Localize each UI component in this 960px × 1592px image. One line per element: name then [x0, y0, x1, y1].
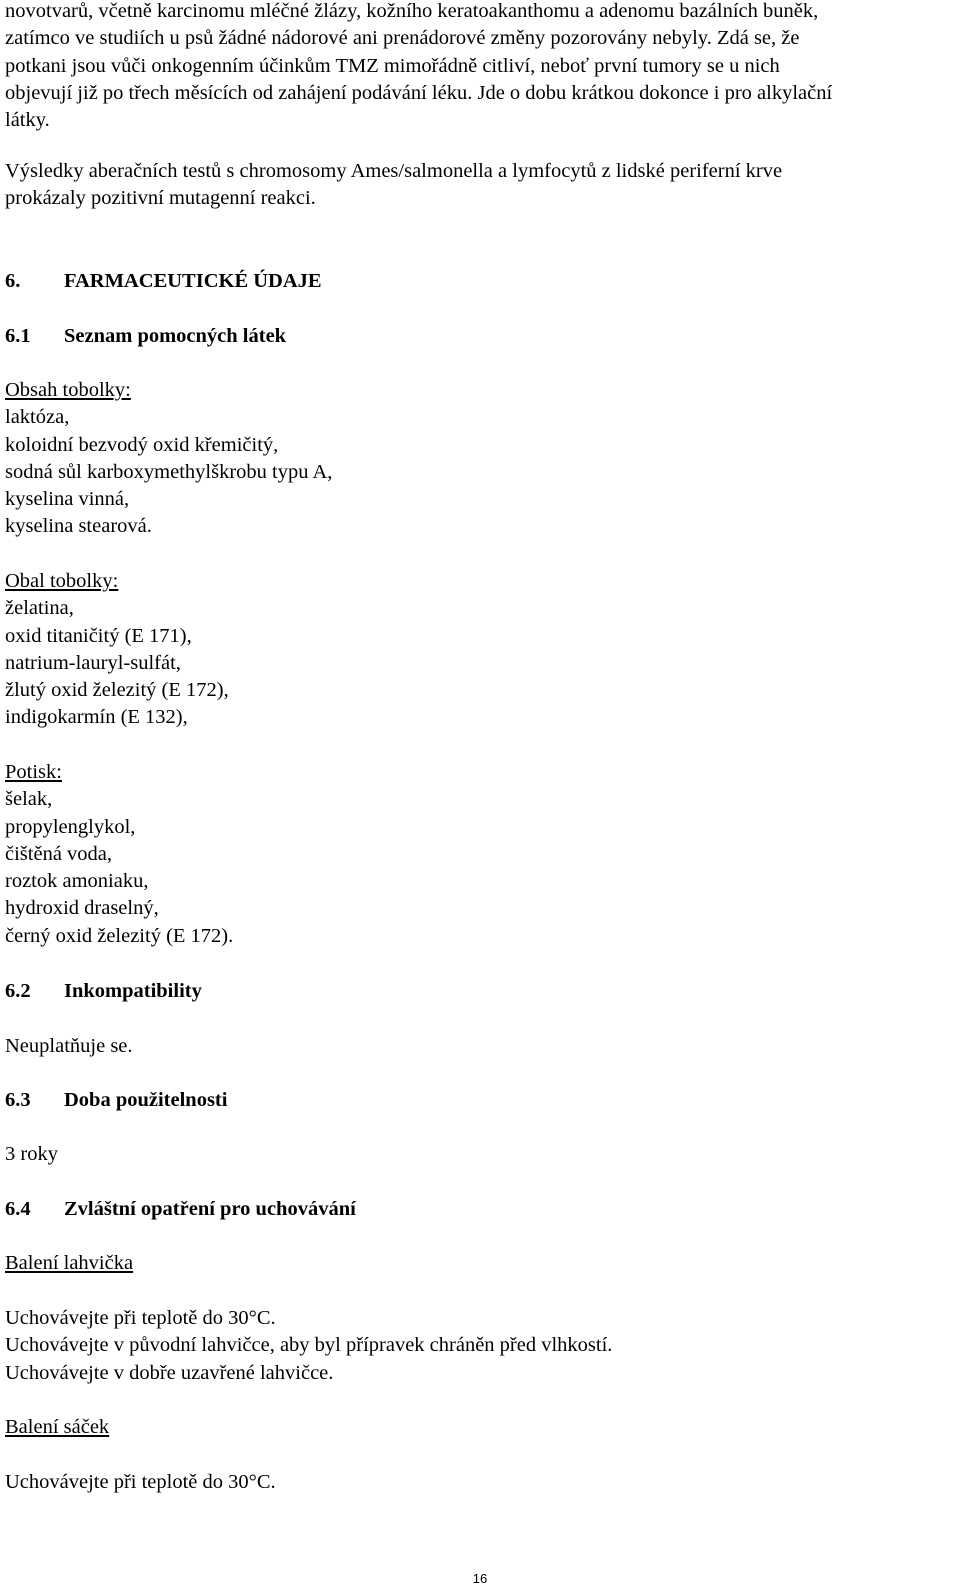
list-item: natrium-lauryl-sulfát,: [5, 651, 181, 674]
capsule-shell-label: Obal tobolky:: [5, 570, 119, 592]
text-line: prokázaly pozitivní mutagenní reakci.: [5, 187, 316, 210]
sachet-package-label: Balení sáček: [5, 1416, 110, 1438]
section-title: FARMACEUTICKÉ ÚDAJE: [64, 270, 322, 292]
text-line: Uchovávejte v dobře uzavřené lahvičce.: [5, 1361, 334, 1384]
list-item: indigokarmín (E 132),: [5, 706, 188, 729]
bottle-storage-instructions: [5, 1305, 612, 1387]
section-title: Zvláštní opatření pro uchovávání: [64, 1198, 356, 1220]
section-title: Doba použitelnosti: [64, 1089, 228, 1111]
section-6-2-heading: [5, 978, 202, 1005]
capsule-shell-list: [5, 568, 229, 732]
list-item: želatina,: [5, 597, 74, 620]
list-item: oxid titaničitý (E 171),: [5, 624, 192, 647]
text-line: Uchovávejte při teplotě do 30°C.: [5, 1471, 276, 1493]
text-line: Výsledky aberačních testů s chromosomy Ames/salmonella a lymfocytů z lidské periferní krve: [5, 160, 783, 182]
section-number: 6.2: [5, 980, 31, 1002]
section-title: Seznam pomocných látek: [64, 325, 287, 347]
intro-paragraph: [5, 0, 832, 134]
list-item: kyselina stearová.: [5, 515, 152, 538]
bottle-package-label: Balení lahvička: [5, 1252, 134, 1274]
list-item: hydroxid draselný,: [5, 897, 159, 920]
section-6-1-heading: [5, 323, 286, 350]
section-number: 6.3: [5, 1089, 31, 1111]
text-line: objevují již po třech měsících od zahájení podávání léku. Jde o dobu krátkou dokonce i pro alkylační: [5, 81, 833, 104]
list-item: černý oxid železitý (E 172).: [5, 924, 234, 947]
page-number: 16: [472, 1571, 488, 1586]
mutagenicity-paragraph: [5, 158, 782, 213]
list-item: kyselina vinná,: [5, 488, 130, 511]
text-line: novotvarů, včetně karcinomu mléčné žlázy, kožního keratoakanthomu a adenomu bazálních buněk,: [5, 0, 819, 22]
list-item: čištěná voda,: [5, 842, 113, 865]
text-line: potkani jsou vůči onkogenním účinkům TMZ mimořádně citliví, neboť první tumory se u nich: [5, 54, 780, 77]
section-6-heading: [5, 268, 322, 295]
capsule-content-label: Obsah tobolky:: [5, 379, 131, 401]
text-line: Uchovávejte v původní lahvičce, aby byl přípravek chráněn před vlhkostí.: [5, 1334, 613, 1357]
capsule-content-list: [5, 377, 332, 541]
section-title: Inkompatibility: [64, 980, 202, 1002]
list-item: šelak,: [5, 788, 53, 811]
text-line: látky.: [5, 109, 50, 132]
section-number: 6.4: [5, 1198, 31, 1220]
section-6-3-text: 3 roky: [5, 1143, 58, 1165]
list-item: koloidní bezvodý oxid křemičitý,: [5, 433, 279, 456]
list-item: roztok amoniaku,: [5, 870, 149, 893]
section-6-3-heading: [5, 1087, 227, 1114]
section-number: 6.: [5, 270, 21, 292]
section-6-2-text: Neuplatňuje se.: [5, 1035, 133, 1057]
list-item: laktóza,: [5, 406, 70, 429]
list-item: žlutý oxid železitý (E 172),: [5, 679, 229, 702]
section-number: 6.1: [5, 325, 31, 347]
section-6-4-heading: [5, 1196, 356, 1223]
printing-ink-label: Potisk:: [5, 761, 62, 783]
list-item: sodná sůl karboxymethylškrobu typu A,: [5, 460, 333, 483]
sachet-storage-instructions: [5, 1469, 276, 1496]
text-line: Uchovávejte při teplotě do 30°C.: [5, 1307, 276, 1329]
printing-ink-list: [5, 759, 233, 950]
text-line: zatímco ve studiích u psů žádné nádorové ani prenádorové změny pozorovány nebyly. Zdá se, že: [5, 27, 800, 50]
list-item: propylenglykol,: [5, 815, 136, 838]
